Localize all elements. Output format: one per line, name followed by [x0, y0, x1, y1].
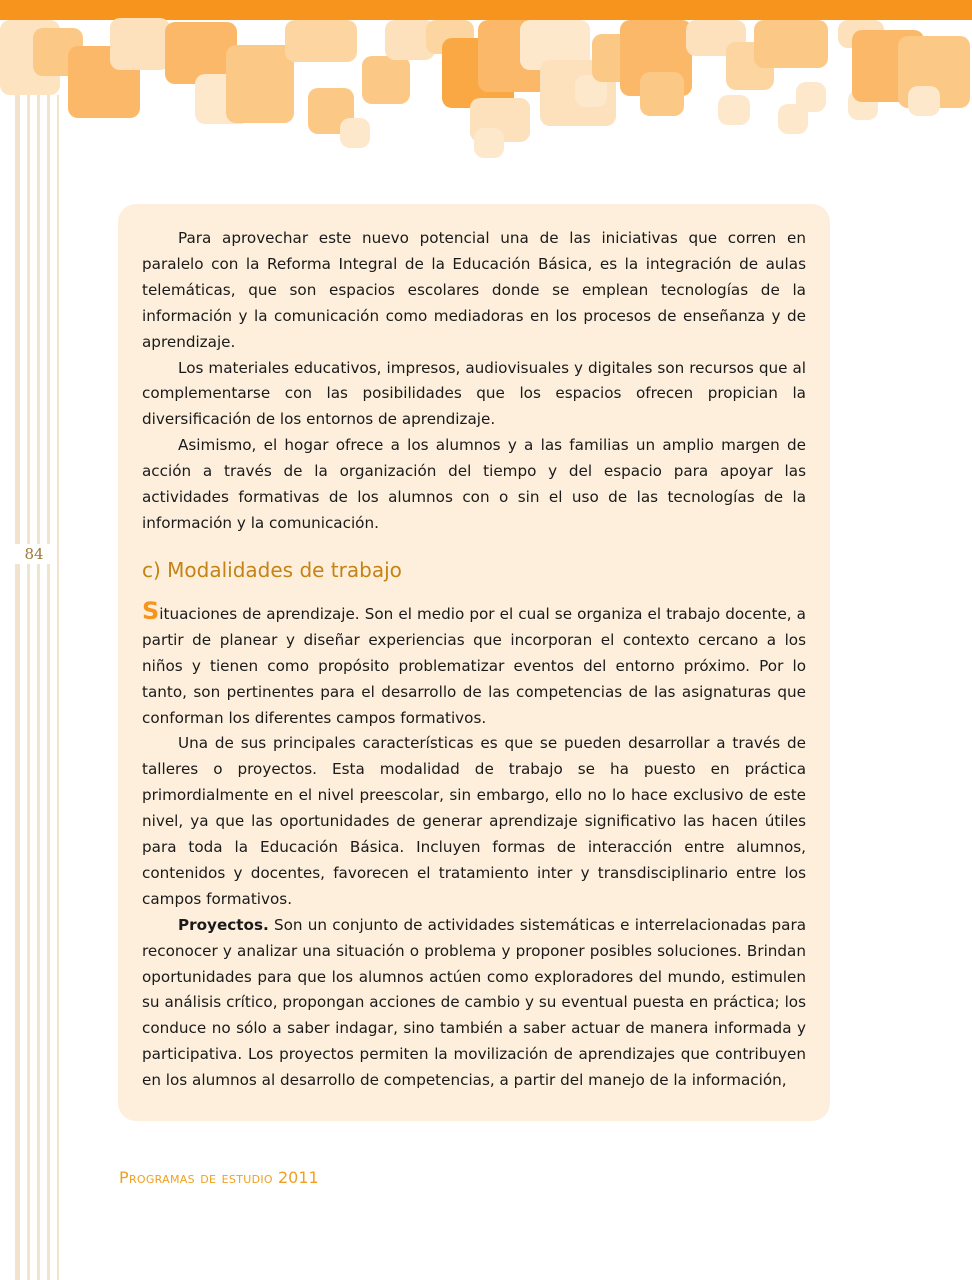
paragraph-situaciones: [142, 596, 806, 732]
page-number: 84: [14, 544, 54, 564]
drop-cap: S: [142, 596, 160, 625]
body-text: [142, 226, 806, 1094]
paragraph-proyectos: [142, 913, 806, 1094]
paragraph-hogar: Asimismo, el hogar ofrece a los alumnos y a las familias un amplio margen de acción a través de la organización del tiempo y del espacio para apoyar las actividades formativas de los alumnos con o sin el uso de las tecnologías de la información y la comunicación.: [142, 436, 806, 532]
proyectos-label: Proyectos.: [178, 915, 269, 934]
section-heading: c) Modalidades de trabajo: [142, 557, 402, 582]
footer: [119, 1168, 319, 1188]
paragraph-caracteristicas: Una de sus principales características es que se pueden desarrollar a través de talleres o proyectos. Esta modalidad de trabajo se ha puesto en práctica primordialmente en el nivel preescolar, sin embargo, ello no lo hace exclusivo de este nivel, ya que las oportunidades de generar aprendizaje significativo las hacen útiles para toda la Educación Básica. Incluyen formas de interacción entre alumnos, contenidos y docentes, favorecen el tratamiento inter y transdisciplinario entre los campos formativos.: [142, 734, 806, 908]
decorative-vertical-lines: [10, 95, 60, 1280]
situaciones-text: ituaciones de aprendizaje. Son el medio por el cual se organiza el trabajo docente, a partir de planear y diseñar experiencias que incorporan el contexto cercano a los niños y tienen como propósito problematizar eventos del entorno próximo. Por lo tanto, son pertinentes para el desarrollo de las competencias de las asignaturas que conforman los diferentes campos formativos.: [142, 604, 806, 727]
footer-title: Programas de estudio: [119, 1168, 273, 1187]
footer-year: 2011: [277, 1168, 319, 1187]
paragraph-materiales-educativos: Los materiales educativos, impresos, audiovisuales y digitales son recursos que al complementarse con las posibilidades que los espacios ofrecen propician la diversificación de los entornos de aprendizaje.: [142, 358, 806, 429]
paragraph-aulas-telematicas: Para aprovechar este nuevo potencial una de las iniciativas que corren en paralelo con la Reforma Integral de la Educación Básica, es la integración de aulas telemáticas, que son espacios escolares donde se emplean tecnologías de la información y la comunicación como mediadoras en los procesos de enseñanza y de aprendizaje.: [142, 229, 806, 351]
header-decorative-squares: [0, 0, 972, 165]
proyectos-text: Son un conjunto de actividades sistemáticas e interrelacionadas para reconocer y analizar una situación o problema y proponer posibles soluciones. Brindan oportunidades para que los alumnos actúen como exploradores del mundo, estimulen su análisis crítico, propongan acciones de cambio y su eventual puesta en práctica; los conduce no sólo a saber indagar, sino también a saber actuar de manera informada y participativa. Los proyectos permiten la movilización de aprendizajes que contribuyen en los alumnos al desarrollo de competencias, a partir del manejo de la información,: [142, 915, 806, 1090]
